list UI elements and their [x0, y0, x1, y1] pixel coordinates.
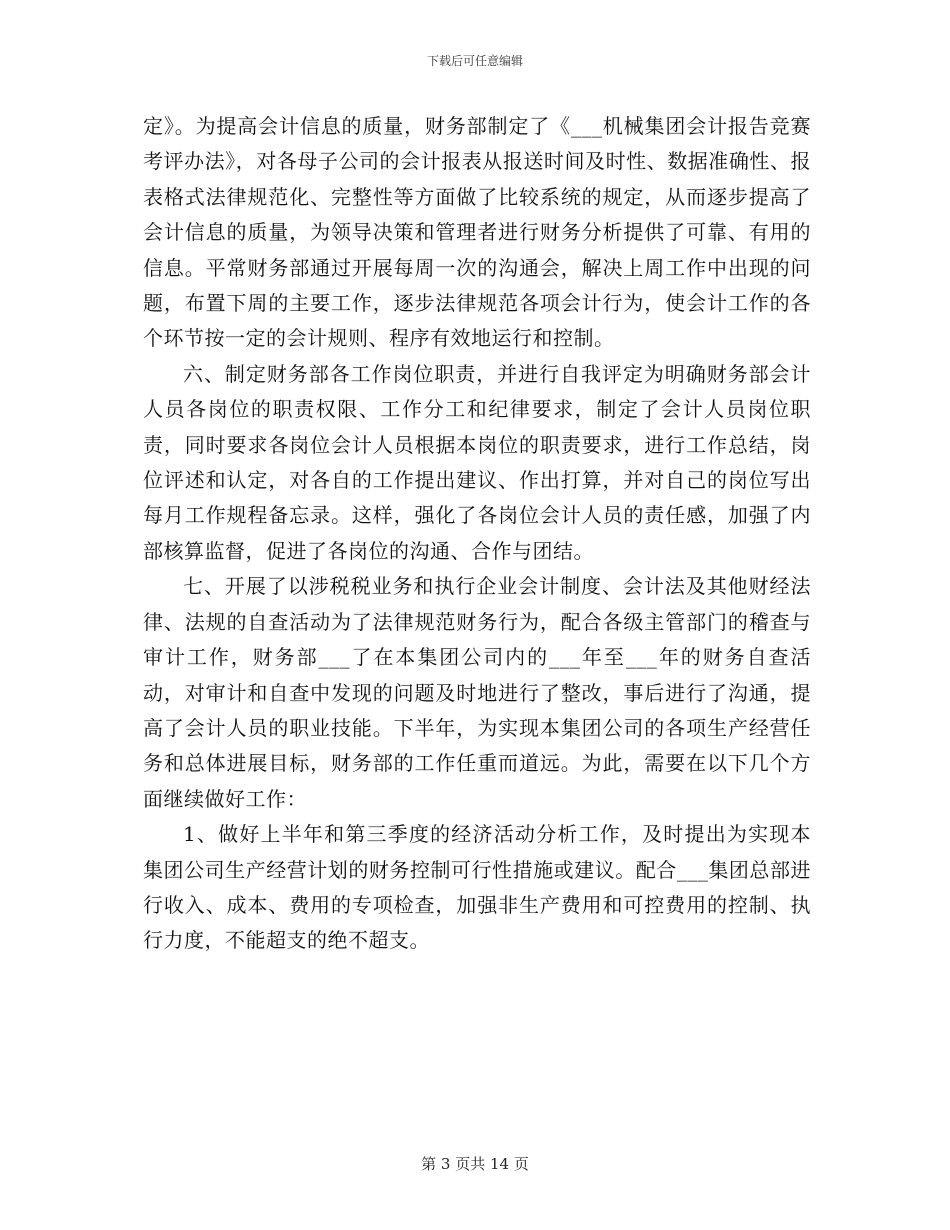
paragraph-4: 1、做好上半年和第三季度的经济活动分析工作，及时提出为实现本集团公司生产经营计划的财务控制可行性措施或建议。配合___集团总部进行收入、成本、费用的专项检查，加强非生产费用和可控费用的控制、执行力度，不能超支的绝不超支。 — [143, 822, 811, 953]
page-footer: 第 3 页共 14 页 — [421, 1155, 529, 1173]
paragraph-3: 七、开展了以涉税税业务和执行企业会计制度、会计法及其他财经法律、法规的自查活动为了法律规范财务行为，配合各级主管部门的稽查与审计工作，财务部___了在本集团公司内的___年至___年的财务自查活动，对审计和自查中发现的问题及时地进行了整改，事后进行了沟通，提高了会计人员的职业技能。下半年，为实现本集团公司的各项生产经营任务和总体进展目标，财务部的工作任重而道远。为此，需要在以下几个方面继续做好工作： — [143, 574, 811, 811]
paragraph-2: 六、制定财务部各工作岗位职责，并进行自我评定为明确财务部会计人员各岗位的职责权限、工作分工和纪律要求，制定了会计人员岗位职责，同时要求各岗位会计人员根据本岗位的职责要求，进行工作总结，岗位评述和认定，对各自的工作提出建议、作出打算，并对自己的岗位写出每月工作规程备忘录。这样，强化了各岗位会计人员的责任感，加强了内部核算监督，促进了各岗位的沟通、合作与团结。 — [143, 361, 811, 563]
document-body — [143, 109, 811, 959]
paragraph-1: 定》。为提高会计信息的质量，财务部制定了《___机械集团会计报告竞赛考评办法》，对各母子公司的会计报表从报送时间及时性、数据准确性、报表格式法律规范化、完整性等方面做了比较系统的规定，从而逐步提高了会计信息的质量，为领导决策和管理者进行财务分析提供了可靠、有用的信息。平常财务部通过开展每周一次的沟通会，解决上周工作中出现的问题，布置下周的主要工作，逐步法律规范各项会计行为，使会计工作的各个环节按一定的会计规则、程序有效地运行和控制。 — [143, 114, 811, 351]
page-header: 下载后可任意编辑 — [426, 54, 523, 68]
